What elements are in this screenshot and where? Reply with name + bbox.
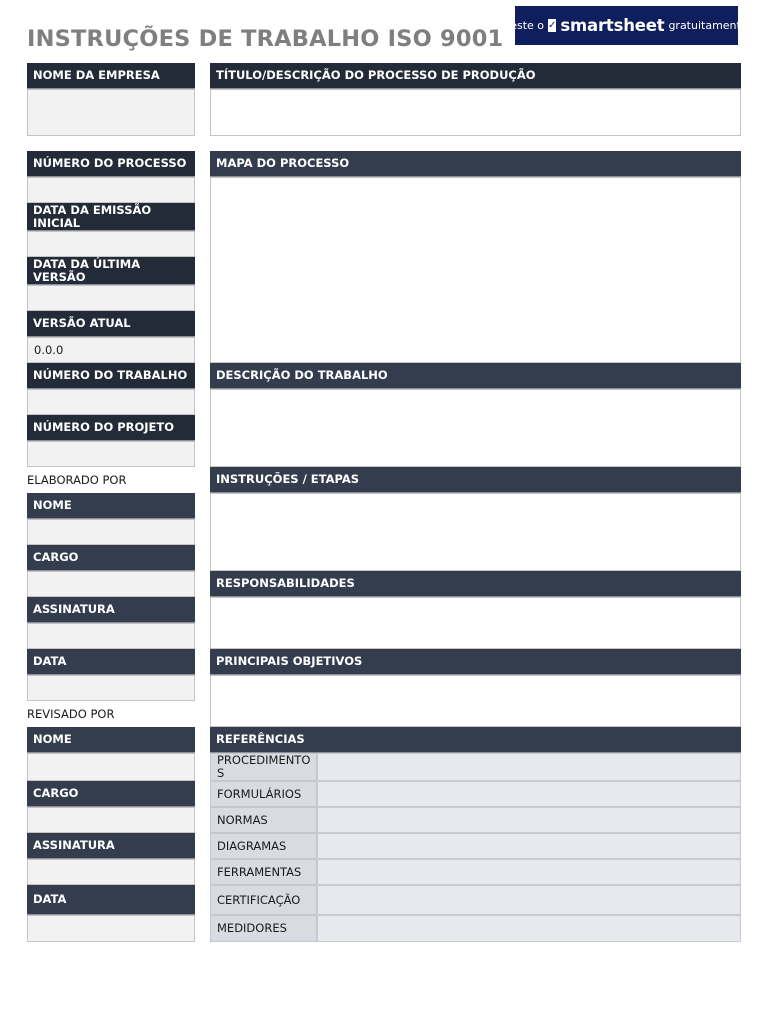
- reference-label-meters: MEDIDORES: [210, 915, 317, 942]
- reference-label-procedures: PROCEDIMENTOS: [210, 753, 317, 781]
- reviewed-role-field[interactable]: [27, 807, 195, 833]
- reference-value-procedures[interactable]: [317, 753, 741, 781]
- prepared-name-field[interactable]: [27, 519, 195, 545]
- responsibilities-field[interactable]: [210, 597, 741, 649]
- job-number-field[interactable]: [27, 389, 195, 415]
- logo-suffix: gratuitamente: [668, 19, 748, 32]
- current-version-header: VERSÃO ATUAL: [27, 311, 195, 337]
- prepared-role-header: CARGO: [27, 545, 195, 571]
- prepared-by-label: ELABORADO POR: [27, 473, 127, 487]
- reference-value-meters[interactable]: [317, 915, 741, 942]
- instructions-field[interactable]: [210, 493, 741, 571]
- last-version-date-field[interactable]: [27, 285, 195, 311]
- reference-value-diagrams[interactable]: [317, 833, 741, 859]
- initial-issue-date-field[interactable]: [27, 231, 195, 257]
- page-title: INSTRUÇÕES DE TRABALHO ISO 9001: [27, 26, 504, 52]
- reference-label-forms: FORMULÁRIOS: [210, 781, 317, 807]
- reviewed-date-field[interactable]: [27, 915, 195, 942]
- prepared-name-header: NOME: [27, 493, 195, 519]
- reviewed-name-field[interactable]: [27, 753, 195, 781]
- job-description-header: DESCRIÇÃO DO TRABALHO: [210, 363, 741, 389]
- logo-brand: smartsheet: [560, 16, 665, 35]
- reference-value-forms[interactable]: [317, 781, 741, 807]
- reviewed-name-header: NOME: [27, 727, 195, 753]
- process-number-field[interactable]: [27, 177, 195, 203]
- prepared-signature-header: ASSINATURA: [27, 597, 195, 623]
- job-number-header: NÚMERO DO TRABALHO: [27, 363, 195, 389]
- smartsheet-check-icon: ✓: [548, 20, 557, 31]
- prepared-date-field[interactable]: [27, 675, 195, 701]
- process-title-field[interactable]: [210, 89, 741, 136]
- prepared-signature-field[interactable]: [27, 623, 195, 649]
- references-header: REFERÊNCIAS: [210, 727, 741, 753]
- project-number-field[interactable]: [27, 441, 195, 467]
- process-map-header: MAPA DO PROCESSO: [210, 151, 741, 177]
- reviewed-signature-field[interactable]: [27, 859, 195, 885]
- smartsheet-trial-link[interactable]: [505, 6, 748, 45]
- company-name-field[interactable]: [27, 89, 195, 136]
- reference-value-certification[interactable]: [317, 885, 741, 915]
- reviewed-date-header: DATA: [27, 885, 195, 915]
- project-number-header: NÚMERO DO PROJETO: [27, 415, 195, 441]
- process-title-header: TÍTULO/DESCRIÇÃO DO PROCESSO DE PRODUÇÃO: [210, 63, 741, 89]
- prepared-role-field[interactable]: [27, 571, 195, 597]
- reference-label-standards: NORMAS: [210, 807, 317, 833]
- company-name-header: NOME DA EMPRESA: [27, 63, 195, 89]
- instructions-header: INSTRUÇÕES / ETAPAS: [210, 467, 741, 493]
- reference-value-standards[interactable]: [317, 807, 741, 833]
- process-number-header: NÚMERO DO PROCESSO: [27, 151, 195, 177]
- responsibilities-header: RESPONSABILIDADES: [210, 571, 741, 597]
- logo-prefix: Teste o: [505, 19, 545, 32]
- reference-label-tools: FERRAMENTAS: [210, 859, 317, 885]
- prepared-date-header: DATA: [27, 649, 195, 675]
- initial-issue-date-header: DATA DA EMISSÃO INICIAL: [27, 203, 195, 231]
- reference-value-tools[interactable]: [317, 859, 741, 885]
- main-objectives-field[interactable]: [210, 675, 741, 727]
- last-version-date-header: DATA DA ÚLTIMA VERSÃO: [27, 257, 195, 285]
- reviewed-by-label: REVISADO POR: [27, 707, 115, 721]
- reference-label-diagrams: DIAGRAMAS: [210, 833, 317, 859]
- reviewed-role-header: CARGO: [27, 781, 195, 807]
- reference-label-certification: CERTIFICAÇÃO: [210, 885, 317, 915]
- current-version-field[interactable]: 0.0.0: [27, 337, 195, 363]
- main-objectives-header: PRINCIPAIS OBJETIVOS: [210, 649, 741, 675]
- reviewed-signature-header: ASSINATURA: [27, 833, 195, 859]
- process-map-area[interactable]: [210, 177, 741, 363]
- job-description-field[interactable]: [210, 389, 741, 467]
